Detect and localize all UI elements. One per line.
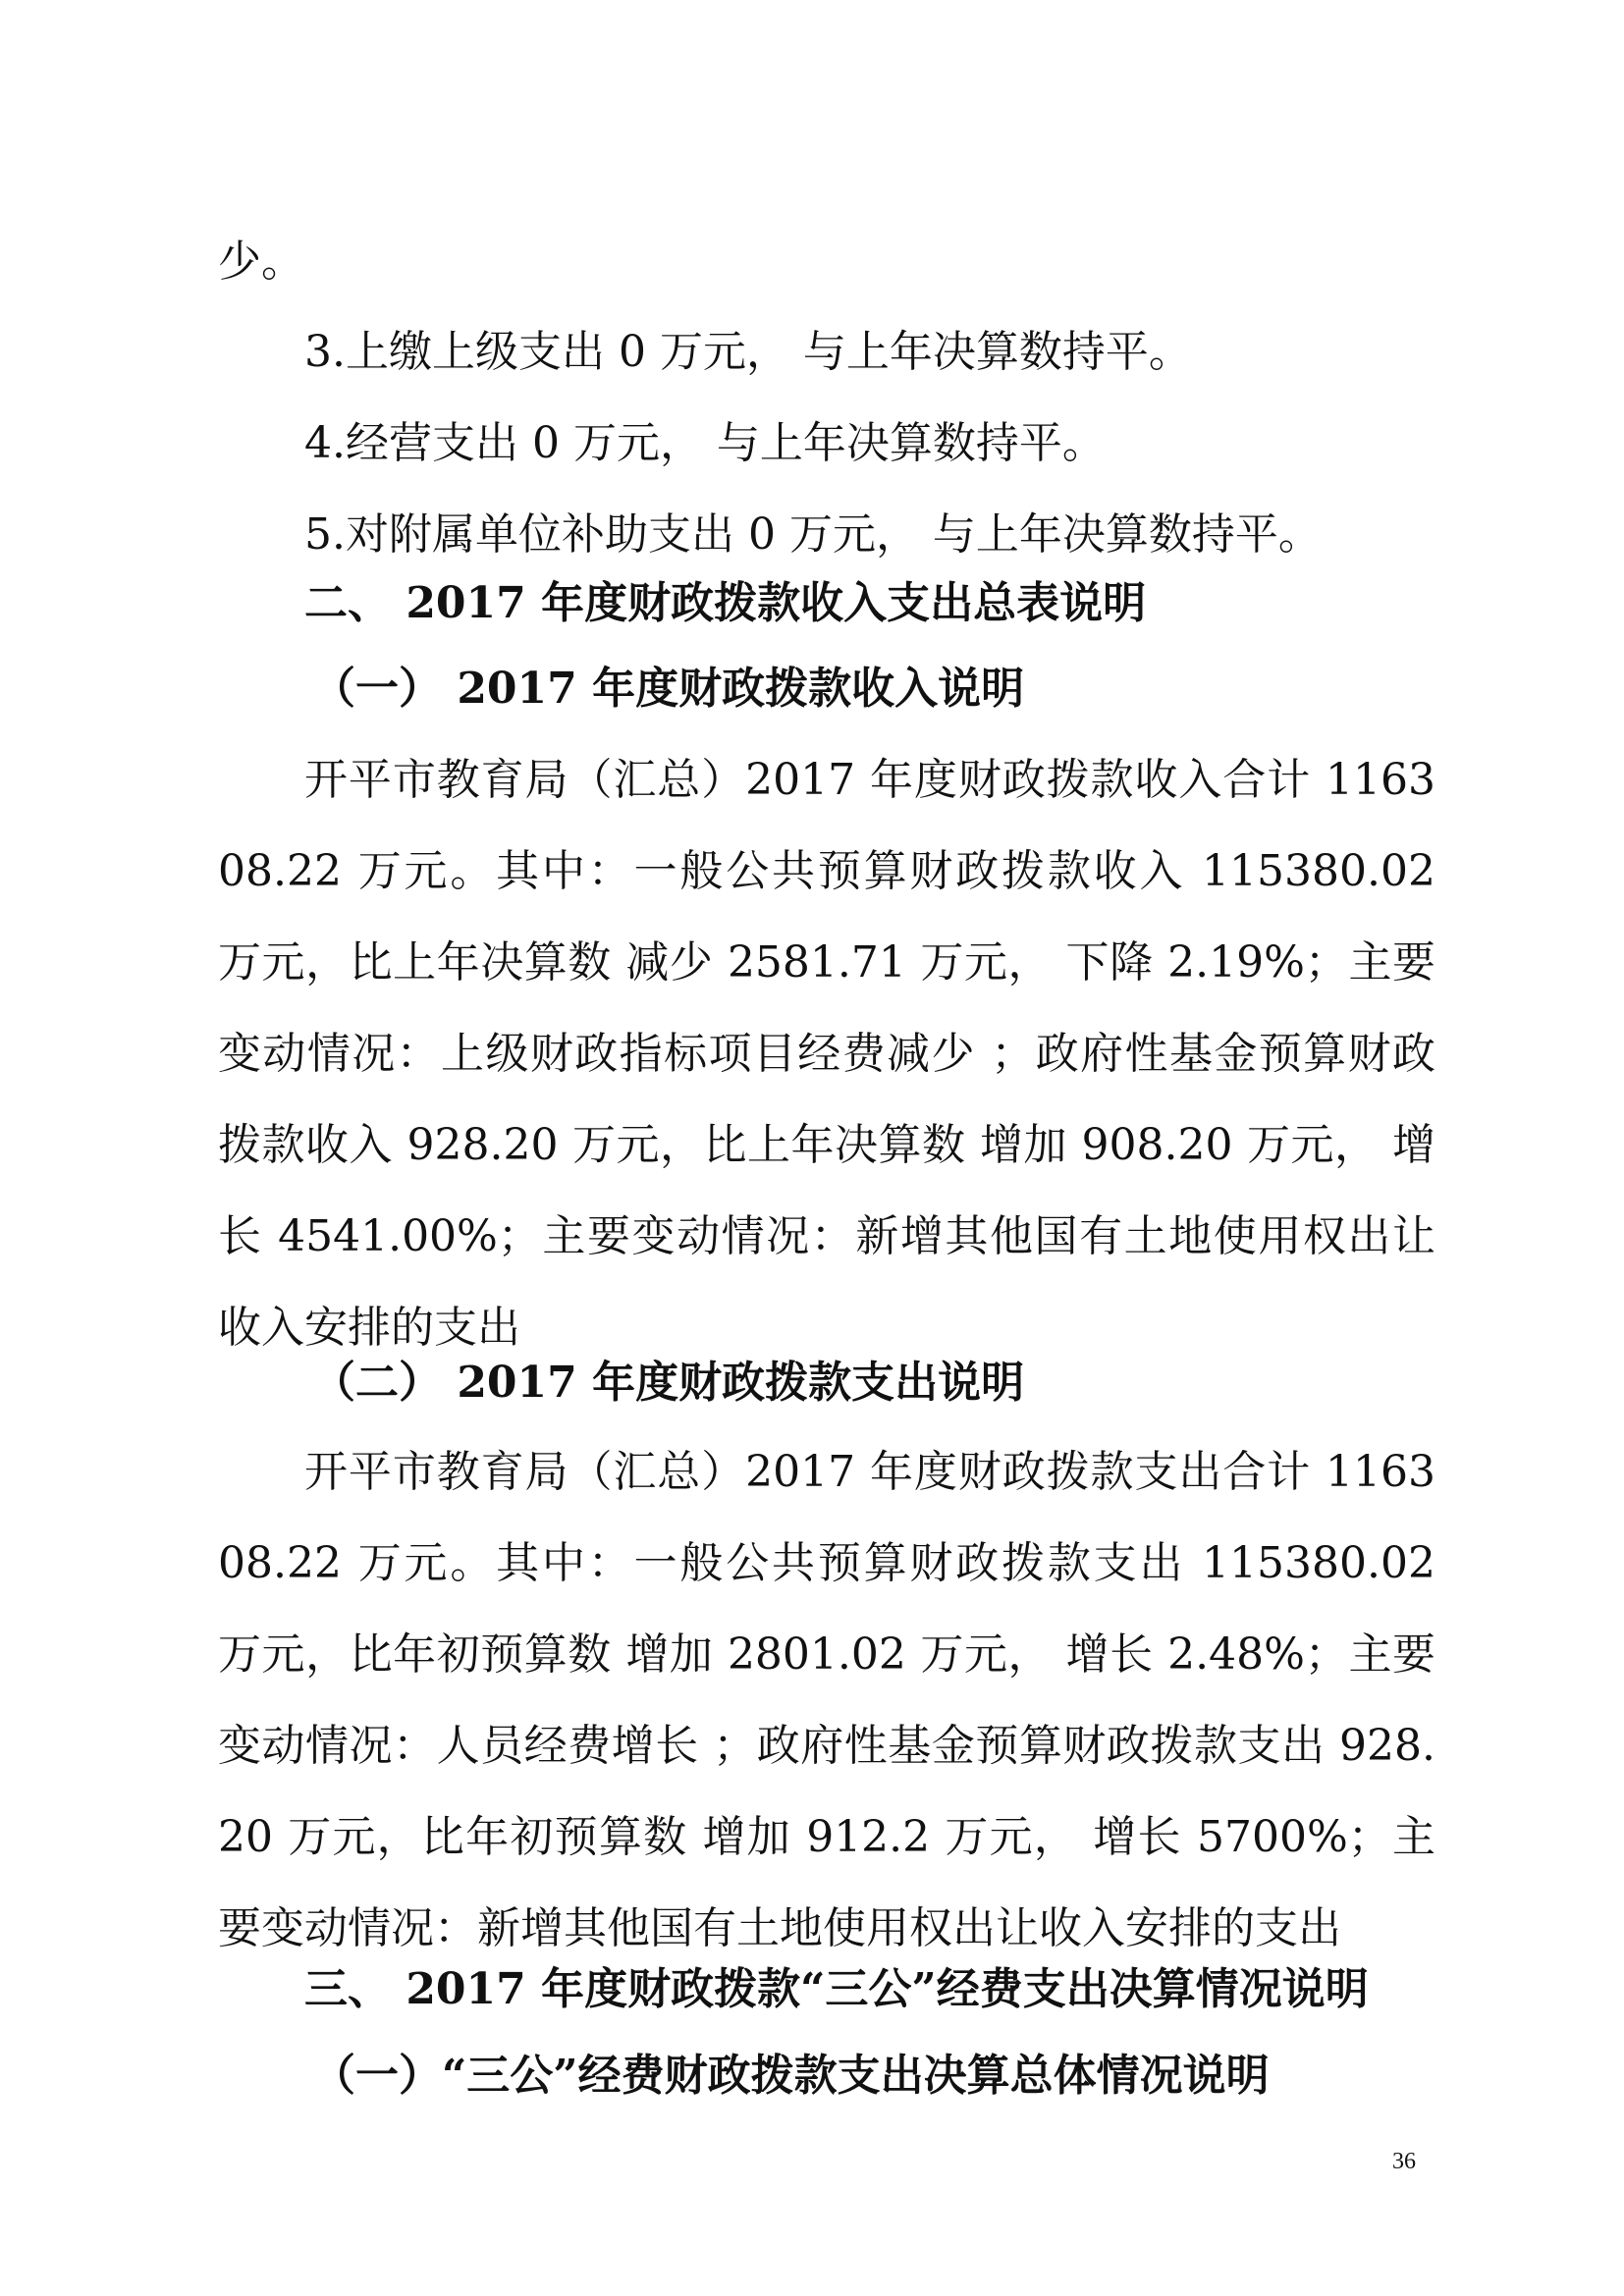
subsection-heading: （一）“三公”经费财政拨款支出决算总体情况说明 xyxy=(312,2051,1270,2101)
text-line: 少。 xyxy=(218,237,304,287)
subsection-heading: （二） 2017 年度财政拨款支出说明 xyxy=(312,1358,1025,1408)
text-line: 3.上缴上级支出 0 万元， 与上年决算数持平。 xyxy=(304,327,1192,377)
document-page xyxy=(218,0,1435,2296)
subsection-heading: （一） 2017 年度财政拨款收入说明 xyxy=(312,664,1025,714)
text-line: 4.经营支出 0 万元， 与上年决算数持平。 xyxy=(304,418,1106,468)
text-line: 5.对附属单位补助支出 0 万元， 与上年决算数持平。 xyxy=(304,509,1322,560)
section-heading: 三、 2017 年度财政拨款“三公”经费支出决算情况说明 xyxy=(304,1964,1369,2014)
page-number: 36 xyxy=(1392,2149,1416,2174)
paragraph: 开平市教育局（汇总）2017 年度财政拨款收入合计 116308.22 万元。其中：一般公共预算财政拨款收入 115380.02 万元，比上年决算数 减少 2581.71 万元， 下降 2.19%；主要变动情况：上级财政指标项目经费减少 ；政府性基金预算财政拨款收入 928.20 万元，比上年决算数 增加 908.20 万元， 增长 4541.00%；主要变动情况：新增其他国有土地使用权出让收入安排的支出 xyxy=(218,755,1435,1353)
section-heading: 二、 2017 年度财政拨款收入支出总表说明 xyxy=(304,578,1147,628)
paragraph: 开平市教育局（汇总）2017 年度财政拨款支出合计 116308.22 万元。其中：一般公共预算财政拨款支出 115380.02 万元，比年初预算数 增加 2801.02 万元， 增长 2.48%；主要变动情况：人员经费增长 ；政府性基金预算财政拨款支出 928.20 万元，比年初预算数 增加 912.2 万元， 增长 5700%；主要变动情况：新增其他国有土地使用权出让收入安排的支出 xyxy=(218,1447,1435,1953)
